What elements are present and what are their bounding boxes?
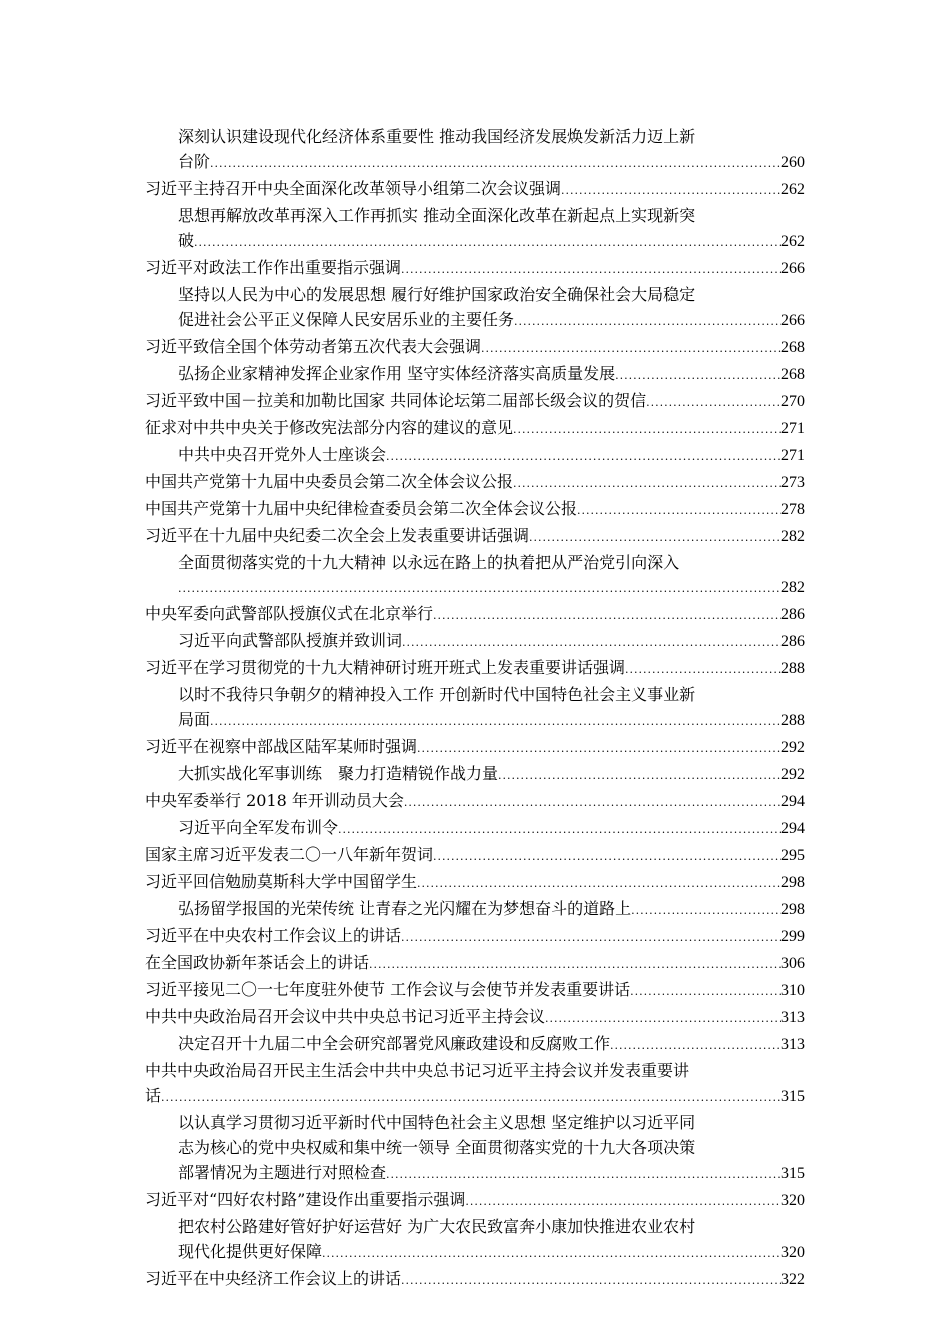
page-number: 282 bbox=[781, 579, 805, 596]
toc-entry[interactable] bbox=[145, 255, 805, 282]
page-number: 288 bbox=[781, 660, 805, 677]
toc-entry-final-line bbox=[145, 977, 805, 1004]
dot-leader bbox=[417, 871, 781, 896]
page-number: 320 bbox=[781, 1244, 805, 1261]
toc-entry-final-line bbox=[178, 149, 805, 176]
toc-entry-title: 习近平在视察中部战区陆军某师时强调 bbox=[145, 737, 418, 756]
toc-entry[interactable] bbox=[145, 1058, 805, 1110]
toc-entry-final-line bbox=[178, 228, 805, 255]
dot-leader bbox=[529, 525, 781, 550]
page-number: 320 bbox=[781, 1192, 805, 1209]
toc-entry-final-line bbox=[178, 815, 805, 842]
toc-entry-title: 习近平致信全国个体劳动者第五次代表大会强调 bbox=[145, 337, 482, 356]
dot-leader bbox=[401, 257, 781, 282]
toc-entry-title: 习近平对政法工作作出重要指示强调 bbox=[145, 258, 402, 277]
toc-subentry[interactable] bbox=[145, 761, 805, 788]
toc-entry-title: 习近平向武警部队授旗并致训词 bbox=[178, 631, 403, 650]
page-number: 271 bbox=[781, 447, 805, 464]
toc-entry-final-line bbox=[145, 176, 805, 203]
toc-entry-final-line bbox=[145, 788, 805, 815]
toc-subentry[interactable] bbox=[145, 1110, 805, 1187]
dot-leader bbox=[404, 790, 781, 815]
toc-subentry[interactable] bbox=[145, 1031, 805, 1058]
dot-leader bbox=[386, 1162, 781, 1187]
toc-entry[interactable] bbox=[145, 523, 805, 550]
page-number: 315 bbox=[781, 1088, 805, 1105]
toc-subentry[interactable] bbox=[145, 815, 805, 842]
page-number: 286 bbox=[781, 606, 805, 623]
toc-entry-final-line bbox=[178, 1031, 805, 1058]
toc-entry-final-line bbox=[145, 1266, 805, 1293]
dot-leader bbox=[417, 736, 781, 761]
toc-entry[interactable] bbox=[145, 388, 805, 415]
page-number: 294 bbox=[781, 793, 805, 810]
toc-entry-final-line bbox=[178, 1160, 805, 1187]
toc-entry-title-line: 以认真学习贯彻习近平新时代中国特色社会主义思想 坚定维护以习近平同 bbox=[178, 1113, 696, 1132]
toc-entry-title: 局面 bbox=[178, 710, 211, 729]
page-number: 282 bbox=[781, 528, 805, 545]
toc-entry[interactable] bbox=[145, 415, 805, 442]
page-number: 266 bbox=[781, 260, 805, 277]
page-number: 294 bbox=[781, 820, 805, 837]
toc-entry-title: 习近平在中央农村工作会议上的讲话 bbox=[145, 926, 402, 945]
toc-entry-final-line bbox=[145, 388, 805, 415]
toc-entry-title-line: 思想再解放改革再深入工作再抓实 推动全面深化改革在新起点上实现新突 bbox=[178, 206, 696, 225]
toc-subentry[interactable] bbox=[145, 628, 805, 655]
toc-entry-title: 弘扬留学报国的光荣传统 让青春之光闪耀在为梦想奋斗的道路上 bbox=[178, 899, 632, 918]
dot-leader bbox=[338, 817, 781, 842]
toc-entry[interactable] bbox=[145, 842, 805, 869]
toc-entry[interactable] bbox=[145, 1187, 805, 1214]
dot-leader bbox=[513, 417, 781, 442]
toc-entry-title: 习近平在学习贯彻党的十九大精神研讨班开班式上发表重要讲话强调 bbox=[145, 658, 626, 677]
page-number: 262 bbox=[781, 233, 805, 250]
dot-leader bbox=[401, 925, 781, 950]
toc-entry-final-line bbox=[145, 469, 805, 496]
toc-entry[interactable] bbox=[145, 788, 805, 815]
toc-entry-final-line bbox=[145, 1187, 805, 1214]
toc-subentry[interactable] bbox=[145, 896, 805, 923]
dot-leader bbox=[386, 444, 781, 469]
dot-leader bbox=[646, 390, 781, 415]
page-number: 310 bbox=[781, 982, 805, 999]
dot-leader bbox=[433, 844, 781, 869]
dot-leader bbox=[513, 471, 781, 496]
page-number: 278 bbox=[781, 501, 805, 518]
page-number: 292 bbox=[781, 766, 805, 783]
toc-entry-title: 国家主席习近平发表二〇一八年新年贺词 bbox=[145, 845, 434, 864]
toc-entry-final-line bbox=[145, 1004, 805, 1031]
page-number: 260 bbox=[781, 154, 805, 171]
toc-entry-final-line bbox=[145, 950, 805, 977]
toc-entry[interactable] bbox=[145, 469, 805, 496]
dot-leader bbox=[615, 363, 781, 388]
page-number: 295 bbox=[781, 847, 805, 864]
toc-subentry[interactable] bbox=[145, 682, 805, 734]
toc-entry-title: 中共中央召开党外人士座谈会 bbox=[178, 445, 387, 464]
toc-entry-title: 中国共产党第十九届中央委员会第二次全体会议公报 bbox=[145, 472, 514, 491]
page-number: 315 bbox=[781, 1165, 805, 1182]
dot-leader bbox=[194, 230, 781, 255]
page-number: 270 bbox=[781, 393, 805, 410]
page-number: 322 bbox=[781, 1271, 805, 1288]
dot-leader bbox=[369, 952, 781, 977]
toc-entry-title-line: 深刻认识建设现代化经济体系重要性 推动我国经济发展焕发新活力迈上新 bbox=[178, 127, 696, 146]
dot-leader bbox=[322, 1241, 781, 1266]
toc-entry-title: 习近平对“四好农村路”建设作出重要指示强调 bbox=[145, 1190, 466, 1209]
toc-entry[interactable] bbox=[145, 869, 805, 896]
toc-entry-final-line bbox=[178, 896, 805, 923]
toc-entry[interactable] bbox=[145, 655, 805, 682]
toc-entry-title: 习近平主持召开中央全面深化改革领导小组第二次会议强调 bbox=[145, 179, 562, 198]
toc-entry-title: 征求对中共中央关于修改宪法部分内容的建议的意见 bbox=[145, 418, 514, 437]
toc-entry-title-line: 坚持以人民为中心的发展思想 履行好维护国家政治安全确保社会大局稳定 bbox=[178, 285, 696, 304]
toc-entry-title: 破 bbox=[178, 231, 195, 250]
dot-leader bbox=[514, 309, 781, 334]
toc-entry[interactable] bbox=[145, 977, 805, 1004]
dot-leader bbox=[402, 630, 781, 655]
toc-entry-title-line: 把农村公路建好管好护好运营好 为广大农民致富奔小康加快推进农业农村 bbox=[178, 1217, 696, 1236]
toc-entry-title: 中共中央政治局召开会议中共中央总书记习近平主持会议 bbox=[145, 1007, 546, 1026]
page-number: 306 bbox=[781, 955, 805, 972]
dot-leader bbox=[630, 979, 781, 1004]
toc-entry-final-line bbox=[145, 842, 805, 869]
table-of-contents bbox=[145, 124, 805, 1293]
toc-subentry[interactable] bbox=[145, 124, 805, 176]
toc-entry-final-line bbox=[145, 415, 805, 442]
toc-entry-title: 决定召开十九届二中全会研究部署党风廉政建设和反腐败工作 bbox=[178, 1034, 611, 1053]
toc-entry[interactable] bbox=[145, 334, 805, 361]
toc-subentry[interactable] bbox=[145, 442, 805, 469]
page-number: 292 bbox=[781, 739, 805, 756]
toc-entry-final-line bbox=[145, 655, 805, 682]
toc-entry-title: 部署情况为主题进行对照检查 bbox=[178, 1163, 387, 1182]
toc-entry-final-line bbox=[178, 1239, 805, 1266]
toc-entry[interactable] bbox=[145, 1004, 805, 1031]
toc-entry-final-line bbox=[178, 307, 805, 334]
toc-entry-final-line bbox=[145, 601, 805, 628]
toc-entry-final-line bbox=[145, 496, 805, 523]
toc-entry-title: 中央军委向武警部队授旗仪式在北京举行 bbox=[145, 604, 434, 623]
toc-entry-final-line bbox=[178, 575, 805, 601]
page-number: 266 bbox=[781, 312, 805, 329]
toc-entry-final-line bbox=[178, 361, 805, 388]
toc-entry-title: 中国共产党第十九届中央纪律检查委员会第二次全体会议公报 bbox=[145, 499, 578, 518]
toc-entry-title: 台阶 bbox=[178, 152, 211, 171]
toc-entry-title: 在全国政协新年茶话会上的讲话 bbox=[145, 953, 370, 972]
toc-entry-title: 习近平向全军发布训令 bbox=[178, 818, 339, 837]
dot-leader bbox=[161, 1085, 781, 1110]
page-number: 286 bbox=[781, 633, 805, 650]
toc-entry-final-line bbox=[145, 869, 805, 896]
page-number: 313 bbox=[781, 1036, 805, 1053]
toc-entry-final-line bbox=[178, 761, 805, 788]
toc-entry-title-line: 志为核心的党中央权威和集中统一领导 全面贯彻落实党的十九大各项决策 bbox=[178, 1138, 696, 1157]
dot-leader bbox=[545, 1006, 781, 1031]
toc-entry-title-line: 中共中央政治局召开民主生活会中共中央总书记习近平主持会议并发表重要讲 bbox=[145, 1061, 690, 1080]
toc-subentry[interactable] bbox=[145, 550, 805, 601]
page-number: 298 bbox=[781, 874, 805, 891]
toc-entry-title: 习近平接见二〇一七年度驻外使节 工作会议与会使节并发表重要讲话 bbox=[145, 980, 631, 999]
toc-entry-title: 促进社会公平正义保障人民安居乐业的主要任务 bbox=[178, 310, 515, 329]
page-number: 298 bbox=[781, 901, 805, 918]
page-number: 273 bbox=[781, 474, 805, 491]
toc-entry[interactable] bbox=[145, 496, 805, 523]
toc-entry-title: 习近平致中国－拉美和加勒比国家 共同体论坛第二届部长级会议的贺信 bbox=[145, 391, 647, 410]
toc-entry[interactable] bbox=[145, 950, 805, 977]
dot-leader bbox=[631, 898, 781, 923]
page-number: 288 bbox=[781, 712, 805, 729]
toc-entry-final-line bbox=[145, 255, 805, 282]
dot-leader bbox=[577, 498, 781, 523]
dot-leader bbox=[433, 603, 781, 628]
page-number: 299 bbox=[781, 928, 805, 945]
dot-leader bbox=[625, 657, 781, 682]
dot-leader bbox=[401, 1268, 781, 1293]
toc-entry-title: 习近平在中央经济工作会议上的讲话 bbox=[145, 1269, 402, 1288]
toc-entry-final-line bbox=[145, 1083, 805, 1110]
toc-entry-final-line bbox=[145, 523, 805, 550]
toc-subentry[interactable] bbox=[145, 361, 805, 388]
dot-leader bbox=[178, 576, 781, 601]
toc-entry-title: 大抓实战化军事训练 聚力打造精锐作战力量 bbox=[178, 764, 499, 783]
toc-entry[interactable] bbox=[145, 176, 805, 203]
dot-leader bbox=[561, 178, 781, 203]
toc-entry-title: 话 bbox=[145, 1086, 162, 1105]
toc-entry-final-line bbox=[178, 707, 805, 734]
toc-entry-final-line bbox=[145, 734, 805, 761]
toc-entry-title-line: 全面贯彻落实党的十九大精神 以永远在路上的执着把从严治党引向深入 bbox=[178, 553, 680, 572]
toc-entry[interactable] bbox=[145, 601, 805, 628]
toc-entry-final-line bbox=[145, 923, 805, 950]
page-number: 262 bbox=[781, 181, 805, 198]
dot-leader bbox=[610, 1033, 781, 1058]
toc-subentry[interactable] bbox=[145, 1214, 805, 1266]
toc-entry-final-line bbox=[178, 442, 805, 469]
toc-entry[interactable] bbox=[145, 923, 805, 950]
dot-leader bbox=[210, 151, 781, 176]
toc-entry-title: 习近平回信勉励莫斯科大学中国留学生 bbox=[145, 872, 418, 891]
page-number: 268 bbox=[781, 366, 805, 383]
toc-subentry[interactable] bbox=[145, 282, 805, 334]
toc-entry-title-line: 以时不我待只争朝夕的精神投入工作 开创新时代中国特色社会主义事业新 bbox=[178, 685, 696, 704]
dot-leader bbox=[498, 763, 781, 788]
dot-leader bbox=[481, 336, 781, 361]
toc-entry-title: 中央军委举行 2018 年开训动员大会 bbox=[145, 791, 404, 810]
toc-entry-title: 现代化提供更好保障 bbox=[178, 1242, 323, 1261]
dot-leader bbox=[465, 1189, 781, 1214]
toc-entry-final-line bbox=[145, 334, 805, 361]
toc-entry[interactable] bbox=[145, 734, 805, 761]
toc-entry-final-line bbox=[178, 628, 805, 655]
toc-entry-title: 习近平在十九届中央纪委二次全会上发表重要讲话强调 bbox=[145, 526, 530, 545]
toc-entry[interactable] bbox=[145, 1266, 805, 1293]
page-number: 268 bbox=[781, 339, 805, 356]
page-number: 313 bbox=[781, 1009, 805, 1026]
toc-subentry[interactable] bbox=[145, 203, 805, 255]
toc-entry-title: 弘扬企业家精神发挥企业家作用 坚守实体经济落实高质量发展 bbox=[178, 364, 616, 383]
page-number: 271 bbox=[781, 420, 805, 437]
dot-leader bbox=[210, 709, 781, 734]
